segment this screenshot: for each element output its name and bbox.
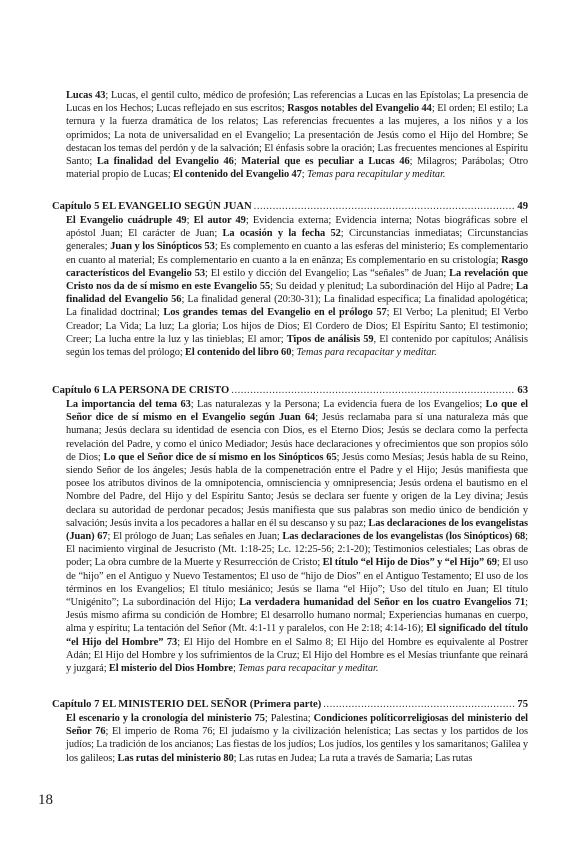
section-heading-entry: El contenido del libro 60 (185, 347, 292, 359)
section-heading-entry: Material que es peculiar a Lucas 46 (241, 156, 410, 168)
section-heading-entry: El autor 49 (193, 215, 246, 226)
lucas-entry-continuation (66, 89, 528, 181)
section-heading-entry: El título “el Hijo de Dios” y “el Hijo” 69 (322, 557, 497, 569)
section-heading-entry: Las rutas del ministerio 80 (117, 752, 234, 764)
section-heading-entry: El significado del título “el Hijo del Hombre” 73 (66, 623, 528, 648)
chapter-7-page: 75 (517, 699, 528, 710)
chapter-7-title: Capítulo 7 EL MINISTERIO DEL SEÑOR (Primera parte) (52, 699, 322, 710)
chapter-5-page: 49 (517, 201, 528, 212)
section-heading-entry: La verdadera humanidad del Señor en los cuatro Evangelios 71 (239, 597, 526, 609)
section-heading-entry: Las declaraciones de los evangelistas (los Sinópticos) 68 (282, 531, 526, 543)
section-heading-entry: Tipos de análisis 59 (286, 333, 374, 345)
section-heading-entry: La importancia del tema 63 (66, 399, 191, 410)
entry-text: ; (232, 663, 239, 675)
entry-text: ; Jesús como Mesías; Jesús habla de su Reino, siendo Señor de los ángeles; Jesús habla de la compenetración entre el Padre y el Hijo; Jesús manifiesta que posee los atributos divinos de la omnipotencia, omnisciencia y omnipresencia; Jesús ordena el bautismo en el Nombre del Padre, del Hijo y del Espíritu Santo; Jesús se declara ser fuente y origen de la Ley divina; Jesús declara su autoridad de perdonar pecados; Jesús manifiesta que sus palabras son medio único de bendición y salvación; Jesús invita a los pecadores a hallar en él su descanso y su paz; (66, 451, 529, 529)
section-heading-entry: Lo que el Señor dice de sí mismo en los Sinópticos 65 (103, 451, 337, 463)
entry-text: ; Las rutas en Judea; La ruta a través de Samaria; Las rutas (233, 752, 473, 764)
entry-text: ; (291, 347, 297, 359)
entry-text: ; Evidencia externa; Evidencia interna; Notas biográficas sobre el apóstol Juan; El carácter de Juan; (66, 215, 529, 240)
section-heading-entry: Rasgo característicos del Evangelio 53 (66, 254, 528, 279)
entry-text: ; (186, 215, 194, 226)
section-heading-entry: Condiciones políticorreligiosas del ministerio del Señor 76 (66, 713, 528, 738)
chapter-5-title: Capítulo 5 EL EVANGELIO SEGÚN JUAN (52, 201, 252, 212)
entry-text: ; El uso de “hijo” en el Antiguo y Nuevo Testamentos; El uso de “hijo de Dios” en el Antiguo Testamento; El uso de los términos en los Evangelios; El título mesiánico; Jesús se llama “el Hijo”; Uso del título en Juan; El título “Unigénito”; La subordinación del Hijo; (66, 557, 528, 609)
section-heading-entry: Las declaraciones de los evangelistas (Juan) 67 (66, 517, 528, 543)
entry-text: ; El orden; El estilo; La ternura y la fuerza dramática de los relatos; Las referencias frecuentes a las mujeres, a los niños y a los oprimidos; La nota de universalidad en el Evangelio; La presentación de Jesús como el Hijo del Hombre; Se destacan los temas del perdón y de la salvación; El énfasis sobre la oración; Las frecuentes menciones al Espíritu Santo; (66, 103, 529, 168)
page-number: 18 (38, 792, 53, 808)
section-heading-entry: El escenario y la cronología del ministerio 75 (66, 713, 265, 724)
section-heading-entry: Los grandes temas del Evangelio en el prólogo 57 (163, 307, 387, 319)
chapter-6-title: Capítulo 6 LA PERSONA DE CRISTO (52, 385, 230, 396)
section-heading-entry: La revelación que Cristo nos da de sí mismo en este Evangelio 55 (66, 267, 528, 293)
entry-text: , El contenido por capítulos; Análisis según los temas del prólogo; (66, 333, 528, 359)
entry-text: ; Palestina; (264, 713, 314, 724)
chapter-6-contents (66, 398, 528, 675)
entry-text: ; La finalidad general (20:30-31); La finalidad específica; La finalidad apologética; La finalidad doctrinal; (66, 294, 528, 319)
leader-dots (254, 200, 516, 213)
section-heading-entry: La ocasión y la fecha 52 (222, 228, 341, 240)
entry-text: ; El nacimiento virginal de Jesucristo (Mt. 1:18-25; Lc. 12:25-56; 2:1-20); Testimonios celestiales; Las obras de poder; La obra cumbre de la Muerte y Resurrección de Cristo; (66, 531, 528, 569)
section-heading-entry: Lo que el Señor dice de sí mismo en el Evangelio según Juan 64 (66, 399, 529, 424)
entry-text: ; Milagros; Parábolas; Otro material propio de Lucas; (66, 156, 529, 181)
entry-text: ; El prólogo de Juan; Las señales en Juan; (107, 531, 283, 543)
entry-text: ; El estilo y dicción del Evangelio; Las “señales” de Juan; (205, 267, 450, 279)
entry-text: ; El Hijo del Hombre en el Salmo 8; El Hijo del Hombre es equivalente al Postrer Adán; El Hijo del Hombre y los sufrimientos de la Cruz; El Hijo del Hombre es el Mesías triunfante que reinará y juzgará; (66, 636, 528, 675)
closing-note: Temas para recapitular y meditar. (306, 169, 446, 181)
chapter-7-contents (66, 712, 528, 765)
chapter-6-page: 63 (517, 385, 528, 396)
chapter-7-heading (52, 698, 528, 711)
section-heading-entry: La finalidad del Evangelio 56 (66, 281, 528, 306)
leader-dots (323, 698, 515, 711)
entry-text: ; El imperio de Roma 76; El judaísmo y la civilización helenística; Las sectas y los partidos de los judíos; La tradición de los ancianos; Las fiestas de los judíos; Los judíos, los gentiles y los samaritanos; Galilea y los galileos; (66, 726, 528, 764)
entry-text: ; (301, 169, 307, 181)
entry-text: ; Es complemento en cuanto a las esferas del ministerio; Es complementario en cuanto al material; Es complementario en cuanto a la en enãnza; Es complementario en su cristología; (66, 241, 528, 266)
chapter-5-contents (66, 214, 528, 359)
section-heading-entry: El contenido del Evangelio 47 (172, 169, 302, 181)
closing-note: Temas para recapacitar y meditar. (296, 347, 437, 359)
leader-dots (231, 384, 515, 397)
closing-note: Temas para recapacitar y meditar. (238, 663, 379, 675)
entry-text: ; El Verbo; La plenitud; El Verbo Creador; La Vida; La luz; La gloria; Los hijos de Dios; El Cordero de Dios; El Espíritu Santo; El testimonio; Creer; La lucha entre la luz y las tinieblas; El amor; (66, 307, 528, 345)
section-heading-entry: Juan y los Sinópticos 53 (110, 241, 215, 253)
entry-text: ; Jesús mismo afirma su condición de Hombre; El desarrollo humano normal; Experiencias humanas en cuerpo, alma y espíritu; La tentación del Señor (Mt. 4:1-11 y paralelos, con He 2:18; 4:14-16); (66, 597, 528, 635)
entry-text: ; Su deidad y plenitud; La subordinación del Hijo al Padre; (270, 281, 516, 293)
section-heading-entry: El misterio del Dios Hombre (108, 663, 233, 675)
chapter-5-heading (52, 200, 528, 213)
section-heading-entry: La finalidad del Evangelio 46 (96, 156, 234, 168)
entry-text: ; Las naturalezas y la Persona; La evidencia fuera de los Evangelios; (190, 399, 486, 410)
chapter-6-heading (52, 384, 528, 397)
section-heading-entry: Lucas 43 (66, 90, 106, 101)
entry-text: ; (233, 156, 242, 168)
section-heading-entry: El Evangelio cuádruple 49 (66, 215, 187, 226)
entry-text: ; Circunstancias inmediatas; Circunstancias generales; (66, 228, 528, 253)
entry-text: ; Jesús reclamaba para sí una naturaleza más que humana; Jesús declara su identidad de esencia con Dios, es el Eterno Dios; Jesús se declara como la perfecta revelación del Padre, y como el único Mediador; Jesús hace declaraciones y ofrecimientos que son propios sólo de Dios; (66, 412, 528, 463)
section-heading-entry: Rasgos notables del Evangelio 44 (287, 103, 432, 115)
entry-text: ; Lucas, el gentil culto, médico de profesión; Las referencias a Lucas en las Epístolas; La presencia de Lucas en los Hechos; Lucas reflejado en sus escritos; (66, 90, 528, 115)
